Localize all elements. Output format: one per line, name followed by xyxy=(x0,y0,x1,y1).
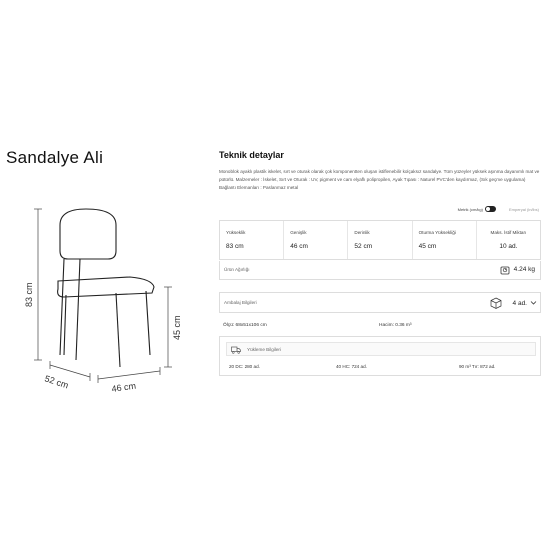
weight-label: Ürün Ağırlığı xyxy=(224,267,250,272)
seat-height-dimension-line xyxy=(164,287,172,367)
package-dimensions xyxy=(219,323,541,331)
loading-items xyxy=(226,364,536,372)
truck-icon xyxy=(231,346,241,354)
spec-table xyxy=(219,220,541,260)
packaging-value: 4 ad. xyxy=(512,300,527,307)
unit-metric-label: Metrik (cm/kg) xyxy=(457,207,483,212)
loading-item: 20 DC: 280 ad. xyxy=(229,364,260,369)
unit-toggle-switch[interactable] xyxy=(485,206,496,212)
unit-toggle-row xyxy=(219,206,541,214)
spec-cell-height xyxy=(220,221,284,259)
height-label: 83 cm xyxy=(24,282,34,307)
spec-value: 52 cm xyxy=(354,243,373,250)
packaging-info-row[interactable] xyxy=(219,292,541,313)
chair-outline xyxy=(58,209,154,367)
depth-label: 52 cm xyxy=(43,373,70,391)
spec-value: 10 ad. xyxy=(499,243,518,250)
spec-value: 46 cm xyxy=(290,243,308,250)
toggle-knob xyxy=(486,207,490,211)
weight-value: 4.24 kg xyxy=(513,266,535,273)
spec-cell-depth xyxy=(348,221,412,259)
chevron-down-icon[interactable] xyxy=(530,299,537,306)
spec-value: 83 cm xyxy=(226,243,244,250)
width-label: 46 cm xyxy=(110,380,137,394)
spec-cell-max-stack xyxy=(477,221,540,259)
box-icon xyxy=(490,297,502,309)
loading-item: 40 HC: 724 ad. xyxy=(336,364,367,369)
unit-imperial-label: Emperyal (in/lbs) xyxy=(508,207,539,212)
product-weight-row xyxy=(219,261,541,280)
package-size: Ölçü: 68x51x106 cm xyxy=(223,323,267,328)
spec-label: Oturma Yüksekliği xyxy=(418,230,456,235)
seat-height-label: 45 cm xyxy=(172,315,182,340)
spec-value: 45 cm xyxy=(418,243,437,250)
loading-header xyxy=(226,342,536,356)
product-description: Monoblok ayaklı plastik iskelet, sırt ve oturak olarak çok komponentten oluşan istiflenebilir kolçaksız sandalye. Tüm yüzeyler yüksek aşınma dayanımlı mat ve pütürlü. Malzemeler : İskelet, Sırt ve Oturak : UV, pigment ve cam elyaflı polipropilen, Ayak Tıpası : Naturel PVC'den kaydırmaz, (Sık geçme uygulama) Bağlantı Elemanları : Paslanmaz metal xyxy=(219,169,540,190)
chair-dimension-drawing xyxy=(20,195,210,405)
spec-cell-seat-height xyxy=(413,221,477,259)
loading-info-box xyxy=(219,336,541,376)
height-dimension-line xyxy=(34,209,42,360)
spec-label: Yükseklik xyxy=(226,230,246,235)
package-volume: Hacim: 0.36 m³ xyxy=(379,323,412,328)
spec-label: Derinlik xyxy=(354,230,370,235)
loading-item: 90 m³ Tır: 872 ad. xyxy=(459,364,496,369)
spec-label: Maks. İstif Miktarı xyxy=(490,230,527,235)
packaging-label: Ambalaj Bilgileri xyxy=(224,300,257,305)
panel-title: Teknik detaylar xyxy=(219,150,284,160)
product-title: Sandalye Ali xyxy=(6,148,104,167)
spec-cell-width xyxy=(284,221,348,259)
spec-label: Genişlik xyxy=(290,230,307,235)
scale-icon xyxy=(500,265,510,275)
loading-title: Yükleme Bilgileri xyxy=(247,347,281,352)
